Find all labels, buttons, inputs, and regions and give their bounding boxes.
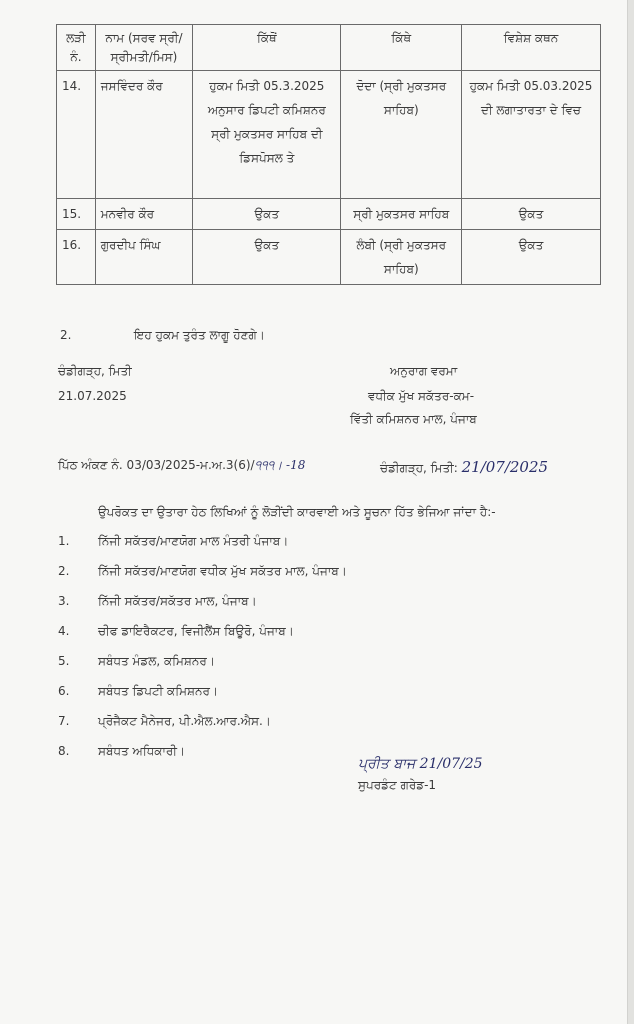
cell-to: ਲੰਬੀ (ਸ੍ਰੀ ਮੁਕਤਸਰ ਸਾਹਿਬ) (341, 230, 462, 285)
cell-from: ਉਕਤ (193, 199, 341, 230)
table-header-row (57, 25, 601, 71)
cell-sr: 16. (57, 230, 96, 285)
handwritten-signature: ਪ੍ਰੀਤ ਬਾਜ 21/07/25 (358, 756, 483, 772)
list-item (58, 714, 347, 744)
officer-designation-1: ਵਧੀਕ ਮੁੱਖ ਸਕੱਤਰ-ਕਮ- (368, 389, 475, 403)
officer-name: ਅਨੁਰਾਗ ਵਰਮਾ (390, 364, 458, 378)
para2-number: 2. (60, 328, 72, 342)
list-item (58, 594, 347, 624)
list-item-number: 3. (58, 594, 70, 608)
recipient-list (58, 534, 347, 774)
list-item (58, 564, 347, 594)
table-row (57, 71, 601, 199)
list-item-text: ਚੀਫ ਡਾਇਰੈਕਟਰ, ਵਿਜੀਲੈਂਸ ਬਿਊਰੋ, ਪੰਜਾਬ। (98, 624, 294, 638)
list-item-number: 4. (58, 624, 70, 638)
cell-sr: 15. (57, 199, 96, 230)
list-item-text: ਪ੍ਰੋਜੈਕਟ ਮੈਨੇਜਰ, ਪੀ.ਐਲ.ਆਰ.ਐਸ.। (98, 714, 271, 728)
cell-from: ਉਕਤ (193, 230, 341, 285)
cell-remark: ਹੁਕਮ ਮਿਤੀ 05.03.2025 ਦੀ ਲਗਾਤਾਰਤਾ ਦੇ ਵਿਚ (462, 71, 601, 199)
header-name: ਨਾਮ (ਸਰਵ ਸ੍ਰੀ/ਸ੍ਰੀਮਤੀ/ਮਿਸ) (95, 25, 192, 71)
list-item (58, 684, 347, 714)
copy-intro: ਉਪਰੋਕਤ ਦਾ ਉਤਾਰਾ ਹੇਠ ਲਿਖਿਆਂ ਨੂੰ ਲੋੜੀਂਦੀ ਕਾਰਵਾਈ ਅਤੇ ਸੂਚਨਾ ਹਿੱਤ ਭੇਜਿਆ ਜਾਂਦਾ ਹੈ:- (98, 505, 496, 519)
list-item (58, 624, 347, 654)
list-item-text: ਸਬੰਧਤ ਡਿਪਟੀ ਕਮਿਸ਼ਨਰ। (98, 684, 219, 698)
list-item-number: 1. (58, 534, 70, 548)
list-item-number: 6. (58, 684, 70, 698)
table-row (57, 230, 601, 285)
page-edge-shadow (627, 0, 634, 1024)
endorsement-place (380, 458, 548, 476)
para2-text: ਇਹ ਹੁਕਮ ਤੁਰੰਤ ਲਾਗੂ ਹੋਣਗੇ। (134, 328, 265, 342)
list-item-text: ਨਿੱਜੀ ਸਕੱਤਰ/ਸਕੱਤਰ ਮਾਲ, ਪੰਜਾਬ। (98, 594, 257, 608)
list-item-text: ਨਿੱਜੀ ਸਕੱਤਰ/ਮਾਣਯੋਗ ਮਾਲ ਮੰਤਰੀ ਪੰਜਾਬ। (98, 534, 289, 548)
list-item-number: 2. (58, 564, 70, 578)
list-item-text: ਨਿੱਜੀ ਸਕੱਤਰ/ਮਾਣਯੋਗ ਵਧੀਕ ਮੁੱਖ ਸਕੱਤਰ ਮਾਲ, ਪੰਜਾਬ। (98, 564, 347, 578)
list-item-number: 5. (58, 654, 70, 668)
cell-sr: 14. (57, 71, 96, 199)
cell-to: ਦੋਦਾ (ਸ੍ਰੀ ਮੁਕਤਸਰ ਸਾਹਿਬ) (341, 71, 462, 199)
list-item-text: ਸਬੰਧਤ ਅਧਿਕਾਰੀ। (98, 744, 186, 758)
table-row (57, 199, 601, 230)
cell-remark: ਉਕਤ (462, 230, 601, 285)
signature-block (358, 756, 483, 793)
list-item (58, 744, 347, 774)
list-item (58, 534, 347, 564)
order-date: 21.07.2025 (58, 389, 127, 403)
signatory-title: ਸੁਪਰਡੰਟ ਗਰੇਡ-1 (358, 778, 437, 792)
list-item (58, 654, 347, 684)
header-from: ਕਿੱਥੋਂ (193, 25, 341, 71)
header-remark: ਵਿਸ਼ੇਸ਼ ਕਥਨ (462, 25, 601, 71)
endorsement-number: ਪਿੱਠ ਅੰਕਣ ਨੰ. 03/03/2025-ਮ.ਅ.3(6)/ (58, 458, 255, 472)
cell-name: ਜਸਵਿੰਦਰ ਕੌਰ (95, 71, 192, 199)
cell-name: ਗੁਰਦੀਪ ਸਿੰਘ (95, 230, 192, 285)
transfer-table (56, 24, 601, 285)
place-label: ਚੰਡੀਗੜ੍ਹ, ਮਿਤੀ (58, 364, 132, 378)
header-to: ਕਿੱਥੇ (341, 25, 462, 71)
endorsement-line (58, 458, 305, 473)
cell-remark: ਉਕਤ (462, 199, 601, 230)
endorsement-date-handwritten: 21/07/2025 (461, 458, 549, 476)
officer-designation-2: ਵਿੱਤੀ ਕਮਿਸ਼ਨਰ ਮਾਲ, ਪੰਜਾਬ (350, 412, 477, 426)
cell-to: ਸ੍ਰੀ ਮੁਕਤਸਰ ਸਾਹਿਬ (341, 199, 462, 230)
endorsement-place-label: ਚੰਡੀਗੜ੍ਹ, ਮਿਤੀ: (380, 461, 458, 475)
header-sr: ਲੜੀ ਨੰ. (57, 25, 96, 71)
cell-from: ਹੁਕਮ ਮਿਤੀ 05.3.2025 ਅਨੁਸਾਰ ਡਿਪਟੀ ਕਮਿਸ਼ਨਰ ਸ੍ਰੀ ਮੁਕਤਸਰ ਸਾਹਿਬ ਦੀ ਡਿਸਪੋਸਲ ਤੇ (193, 71, 341, 199)
list-item-number: 8. (58, 744, 70, 758)
endorsement-number-handwritten: ੧੧੧। -18 (254, 458, 306, 472)
list-item-text: ਸਬੰਧਤ ਮੰਡਲ, ਕਮਿਸ਼ਨਰ। (98, 654, 215, 668)
list-item-number: 7. (58, 714, 70, 728)
cell-name: ਮਨਵੀਰ ਕੌਰ (95, 199, 192, 230)
